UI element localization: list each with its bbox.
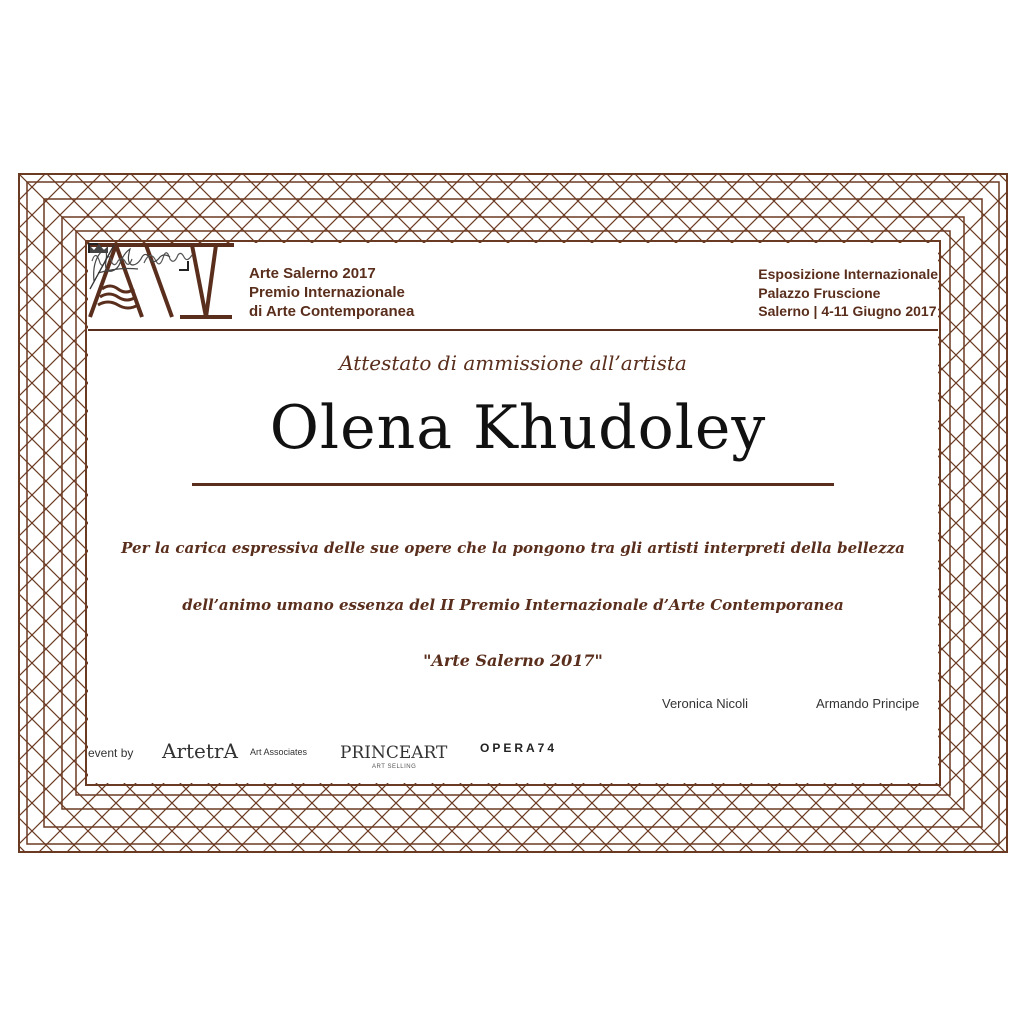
princeart-logo: PRINCEART — [340, 743, 448, 763]
venue-line: Palazzo Fruscione — [758, 284, 881, 301]
venue-line: Esposizione Internazionale — [758, 266, 938, 282]
event-by-label: event by — [88, 746, 134, 760]
name-underline — [192, 483, 834, 486]
motivation-line: Per la carica espressiva delle sue opere che la pongono tra gli artisti interpreti della bellezza — [121, 539, 905, 557]
opera74-bracket-icon — [88, 243, 198, 271]
artetra-logo: ArtetrA — [162, 739, 238, 763]
certificate-heading: Attestato di ammissione all’artista — [339, 351, 687, 375]
header-divider — [88, 329, 938, 331]
event-line: Arte Salerno 2017 — [249, 265, 376, 282]
artist-name: Olena Khudoley — [269, 393, 767, 463]
certificate-body — [88, 243, 938, 783]
event-title: "Arte Salerno 2017" — [423, 651, 603, 670]
signatory-name: Armando Principe — [816, 696, 920, 711]
event-info — [249, 264, 414, 321]
event-line: Premio Internazionale — [249, 284, 405, 301]
venue-info — [758, 265, 938, 321]
artetra-subtitle: Art Associates — [250, 747, 308, 757]
motivation-line: dell’animo umano essenza del II Premio Internazionale d’Arte Contemporanea — [182, 596, 844, 614]
signatory-name: Veronica Nicoli — [662, 696, 748, 711]
certificate-frame — [18, 173, 1008, 853]
event-line: di Arte Contemporanea — [249, 303, 415, 320]
princeart-subtitle: ART SELLING — [372, 764, 417, 770]
opera74-logo: OPERA74 — [480, 741, 558, 755]
venue-line: Salerno | 4-11 Giugno 2017 — [758, 303, 937, 319]
